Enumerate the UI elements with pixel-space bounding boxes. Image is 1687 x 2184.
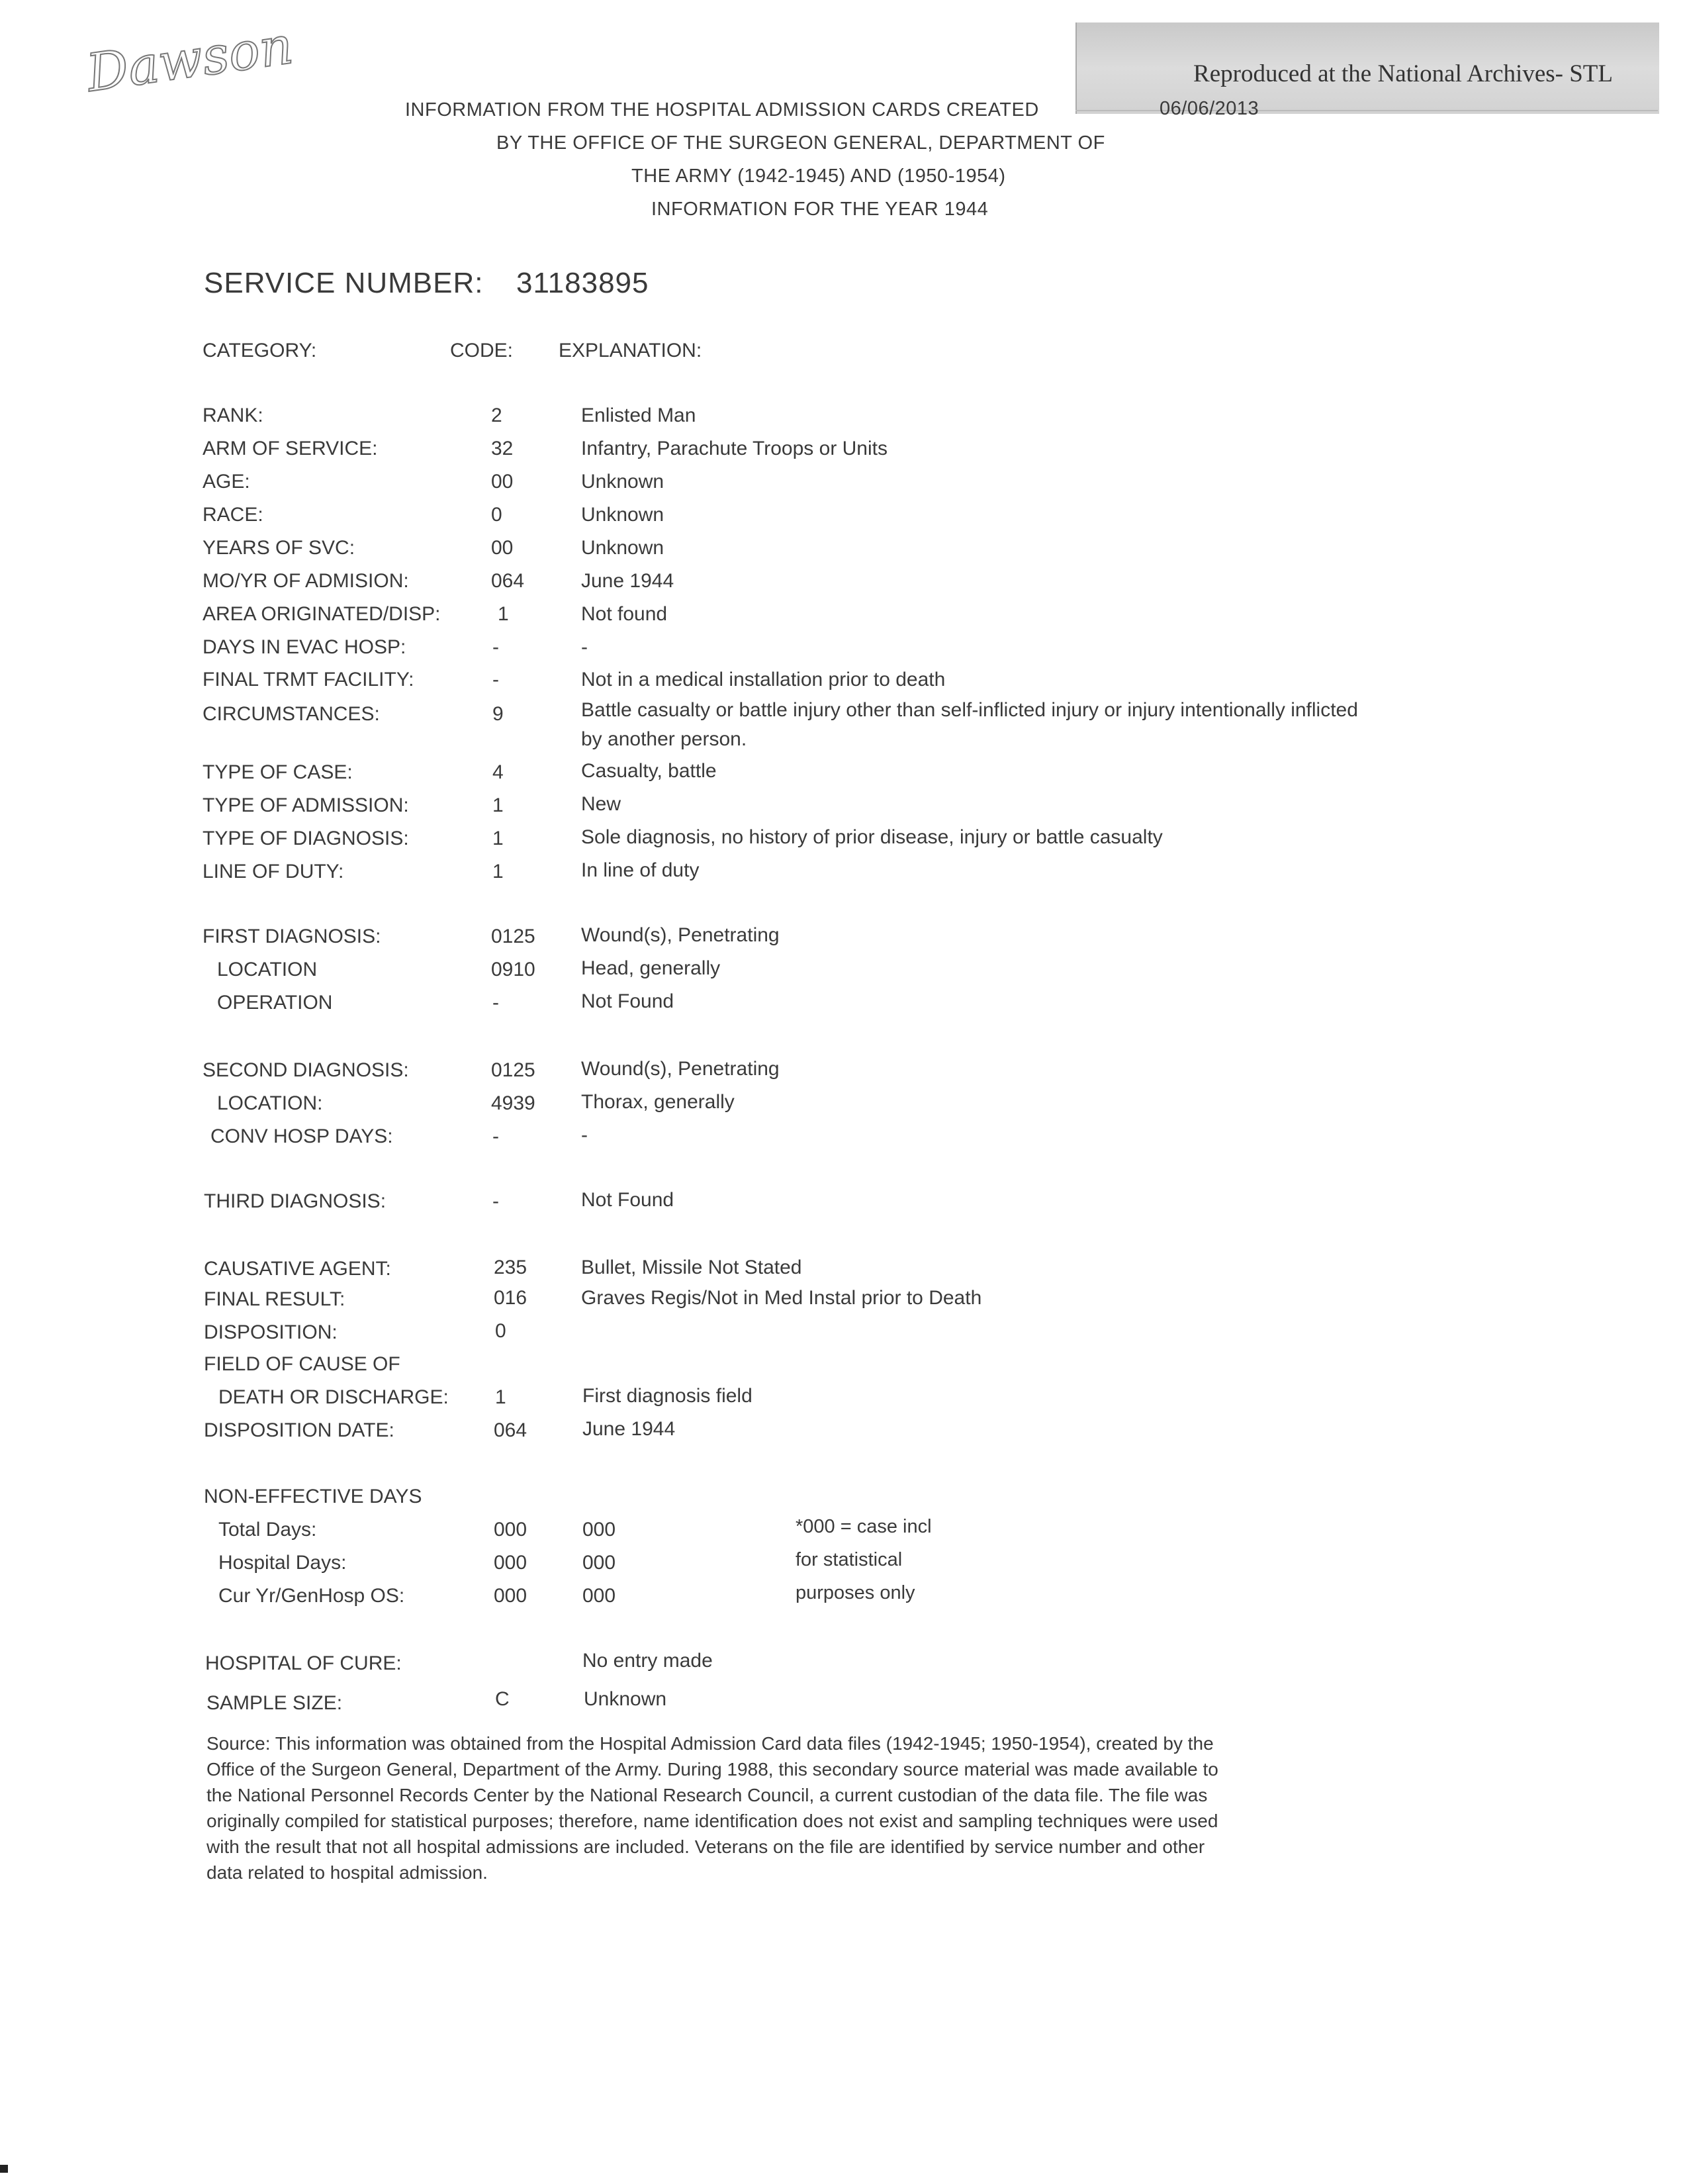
row-explanation: Enlisted Man [581, 404, 696, 426]
row-explanation: Casualty, battle [581, 760, 717, 782]
row-label: THIRD DIAGNOSIS: [204, 1190, 387, 1212]
handwritten-name-text: Dawson [83, 15, 297, 104]
row-explanation: Unknown [584, 1688, 667, 1710]
row-code: 00 [491, 471, 514, 493]
source-line: Office of the Surgeon General, Department of the Army. During 1988, this secondary source material was made available to [206, 1759, 1218, 1780]
row-label: SAMPLE SIZE: [206, 1692, 343, 1714]
row-explanation: Sole diagnosis, no history of prior disease, injury or battle casualty [581, 826, 1163, 848]
header-line-1: INFORMATION FROM THE HOSPITAL ADMISSION CARDS CREATED [405, 99, 1039, 120]
row-label: AGE: [203, 471, 250, 493]
row-code: 4939 [491, 1092, 535, 1114]
row-code: 0 [495, 1320, 506, 1342]
row-explanation-continued: by another person. [581, 728, 747, 750]
source-line: with the result that not all hospital admissions are included. Veterans on the file are identified by service number and other [206, 1836, 1205, 1857]
row-note: purposes only [796, 1582, 915, 1603]
row-label: DISPOSITION: [204, 1321, 338, 1343]
column-header-category: CATEGORY: [203, 340, 317, 361]
header-date: 06/06/2013 [1160, 98, 1259, 119]
source-line: Source: This information was obtained from the Hospital Admission Card data files (1942-1945; 1950-1954), created by the [206, 1733, 1214, 1754]
row-explanation: Wound(s), Penetrating [581, 924, 780, 946]
row-explanation: Battle casualty or battle injury other than self-inflicted injury or injury intentionally inflicted [581, 699, 1358, 721]
header-line-3: THE ARMY (1942-1945) AND (1950-1954) [631, 166, 1006, 187]
row-label: CAUSATIVE AGENT: [204, 1258, 391, 1280]
row-explanation: Not in a medical installation prior to death [581, 669, 946, 690]
row-code: 235 [494, 1257, 527, 1278]
row-label: TYPE OF DIAGNOSIS: [203, 828, 409, 849]
row-code: 000 [494, 1552, 527, 1574]
archive-stamp-text: Reproduced at the National Archives- STL [1193, 60, 1613, 87]
row-code: 1 [498, 603, 509, 625]
row-code: 0125 [491, 1059, 535, 1081]
row-code: 0910 [491, 959, 535, 980]
row-label: RACE: [203, 504, 263, 526]
row-note: for statistical [796, 1549, 903, 1570]
row-explanation: New [581, 793, 621, 815]
row-explanation: - [581, 636, 588, 658]
row-label: LOCATION: [217, 1092, 323, 1114]
service-number-label: SERVICE NUMBER: [204, 267, 484, 299]
row-label: DEATH OR DISCHARGE: [218, 1386, 449, 1408]
row-code: 064 [494, 1419, 527, 1441]
row-label: CIRCUMSTANCES: [203, 703, 380, 725]
row-explanation: Wound(s), Penetrating [581, 1058, 780, 1080]
row-explanation: Unknown [581, 471, 664, 493]
row-code: 000 [494, 1519, 527, 1541]
row-label: TYPE OF ADMISSION: [203, 794, 409, 816]
row-label: AREA ORIGINATED/DISP: [203, 603, 441, 625]
handwritten-name [79, 13, 297, 104]
row-label: DISPOSITION DATE: [204, 1419, 394, 1441]
row-label: FIELD OF CAUSE OF [204, 1353, 400, 1375]
row-label: FINAL TRMT FACILITY: [203, 669, 414, 690]
row-label: Total Days: [218, 1519, 317, 1541]
row-explanation: Head, generally [581, 957, 721, 979]
row-explanation: Unknown [581, 504, 664, 526]
row-code: C [495, 1688, 510, 1710]
row-code: 32 [491, 438, 514, 459]
row-code: 2 [491, 404, 502, 426]
row-label: HOSPITAL OF CURE: [205, 1652, 402, 1674]
row-label: FIRST DIAGNOSIS: [203, 926, 381, 947]
row-note: *000 = case incl [796, 1516, 932, 1537]
row-code: - [492, 992, 499, 1014]
row-label: LINE OF DUTY: [203, 861, 344, 882]
row-label: DAYS IN EVAC HOSP: [203, 636, 406, 658]
row-explanation: 000 [582, 1519, 616, 1541]
row-code: 1 [492, 828, 504, 849]
row-explanation: Not Found [581, 1189, 674, 1211]
row-code: 0 [491, 504, 502, 526]
row-explanation: Infantry, Parachute Troops or Units [581, 438, 888, 459]
row-label: YEARS OF SVC: [203, 537, 355, 559]
row-explanation: June 1944 [582, 1418, 676, 1440]
source-line: the National Personnel Records Center by the National Research Council, a current custodian of the data file. The file was [206, 1785, 1208, 1805]
row-label: ARM OF SERVICE: [203, 438, 378, 459]
row-code: 016 [494, 1287, 527, 1309]
row-code: - [492, 1125, 499, 1147]
source-line: data related to hospital admission. [206, 1862, 488, 1883]
row-code: - [492, 636, 499, 658]
row-explanation: Graves Regis/Not in Med Instal prior to Death [581, 1287, 982, 1309]
service-number-value: 31183895 [516, 267, 649, 299]
row-code: 0125 [491, 926, 535, 947]
header-line-4: INFORMATION FOR THE YEAR 1944 [651, 199, 989, 220]
header-line-2: BY THE OFFICE OF THE SURGEON GENERAL, DEPARTMENT OF [496, 132, 1105, 154]
source-line: originally compiled for statistical purposes; therefore, name identification does not exist and sampling techniques were used [206, 1811, 1218, 1831]
row-label: RANK: [203, 404, 263, 426]
column-header-explanation: EXPLANATION: [559, 340, 702, 361]
row-label: LOCATION [217, 959, 318, 980]
row-explanation: 000 [582, 1552, 616, 1574]
row-explanation: Bullet, Missile Not Stated [581, 1257, 802, 1278]
scan-edge-mark [0, 2165, 8, 2173]
row-code: 000 [494, 1585, 527, 1607]
row-code: - [492, 1190, 499, 1212]
row-explanation: Not found [581, 603, 668, 625]
row-code: 064 [491, 570, 525, 592]
row-code: 00 [491, 537, 514, 559]
row-explanation: First diagnosis field [582, 1385, 752, 1407]
row-code: 1 [495, 1386, 506, 1408]
row-label: Hospital Days: [218, 1552, 347, 1574]
row-code: 1 [492, 861, 504, 882]
row-explanation: Thorax, generally [581, 1091, 735, 1113]
row-label: TYPE OF CASE: [203, 761, 353, 783]
column-header-code: CODE: [450, 340, 514, 361]
row-explanation: Unknown [581, 537, 664, 559]
row-label: Cur Yr/GenHosp OS: [218, 1585, 405, 1607]
row-code: - [492, 669, 499, 690]
row-explanation: Not Found [581, 990, 674, 1012]
row-label: NON-EFFECTIVE DAYS [204, 1486, 422, 1507]
row-explanation: In line of duty [581, 859, 700, 881]
row-code: 4 [492, 761, 504, 783]
row-label: FINAL RESULT: [204, 1288, 345, 1310]
row-explanation: June 1944 [581, 570, 674, 592]
row-explanation: - [581, 1124, 588, 1146]
row-code: 1 [492, 794, 504, 816]
row-label: OPERATION [217, 992, 333, 1014]
row-label: SECOND DIAGNOSIS: [203, 1059, 409, 1081]
row-code: 9 [492, 703, 504, 725]
row-explanation: 000 [582, 1585, 616, 1607]
row-label: MO/YR OF ADMISION: [203, 570, 409, 592]
row-explanation: No entry made [582, 1650, 713, 1672]
row-label: CONV HOSP DAYS: [210, 1125, 393, 1147]
